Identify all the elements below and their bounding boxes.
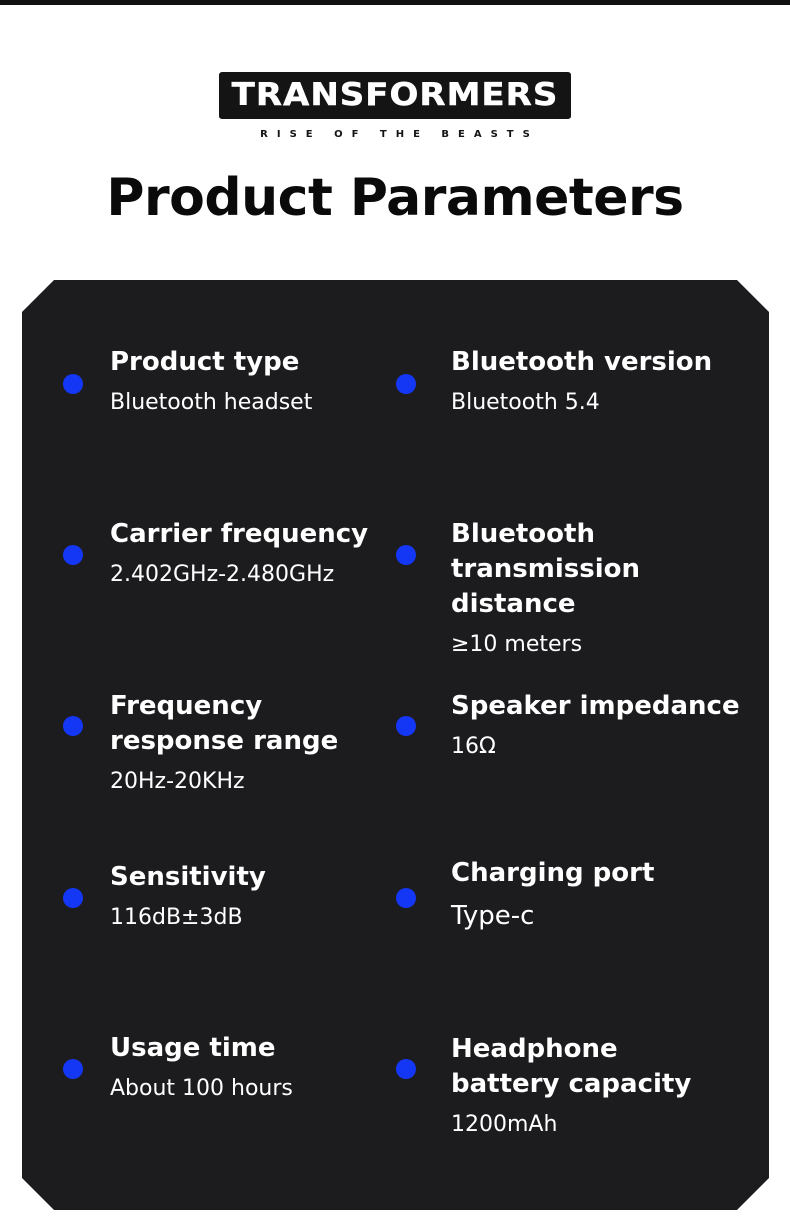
param-label: Charging port: [451, 858, 655, 888]
bullet-dot: [396, 1059, 416, 1079]
param-speaker-impedance: [451, 689, 761, 762]
param-value: 20Hz-20KHz: [110, 769, 245, 794]
param-bluetooth-version: [451, 345, 751, 418]
param-value: ≥10 meters: [451, 632, 583, 657]
bullet-dot: [63, 716, 83, 736]
param-charging-port: [451, 856, 751, 931]
param-frequency-response: [110, 689, 360, 797]
page-title: Product Parameters: [106, 168, 684, 228]
param-carrier-frequency: [110, 517, 380, 590]
param-label: Speaker impedance: [451, 691, 740, 721]
bullet-dot: [396, 374, 416, 394]
param-value: 1200mAh: [451, 1112, 558, 1137]
logo-subtitle: RISE OF THE BEASTS: [260, 129, 539, 140]
param-label: Product type: [110, 347, 300, 377]
param-label: Bluetooth version: [451, 347, 713, 377]
param-transmission-distance: [451, 517, 756, 660]
param-value: 2.402GHz-2.480GHz: [110, 562, 335, 587]
param-product-type: [110, 345, 410, 418]
param-label: Headphone battery capacity: [451, 1034, 692, 1099]
bullet-dot: [396, 716, 416, 736]
param-value: Bluetooth 5.4: [451, 390, 600, 415]
param-value: About 100 hours: [110, 1076, 293, 1101]
param-usage-time: [110, 1031, 410, 1104]
bullet-dot: [63, 374, 83, 394]
bullet-dot: [396, 545, 416, 565]
param-label: Carrier frequency: [110, 519, 369, 549]
param-value: Bluetooth headset: [110, 390, 313, 415]
bullet-dot: [63, 888, 83, 908]
param-label: Usage time: [110, 1033, 276, 1063]
top-border: [0, 0, 790, 5]
param-battery-capacity: [451, 1032, 731, 1140]
param-sensitivity: [110, 860, 410, 933]
transformers-logo: [0, 70, 790, 140]
param-label: Bluetooth transmission distance: [451, 519, 641, 619]
param-label: Frequency response range: [110, 691, 339, 756]
param-value: 16Ω: [451, 734, 496, 759]
bullet-dot: [63, 545, 83, 565]
logo-wordmark: TRANSFORMERS: [219, 72, 572, 119]
bullet-dot: [63, 1059, 83, 1079]
param-value: 116dB±3dB: [110, 905, 243, 930]
bullet-dot: [396, 888, 416, 908]
param-value: Type-c: [451, 901, 535, 931]
param-label: Sensitivity: [110, 862, 266, 892]
